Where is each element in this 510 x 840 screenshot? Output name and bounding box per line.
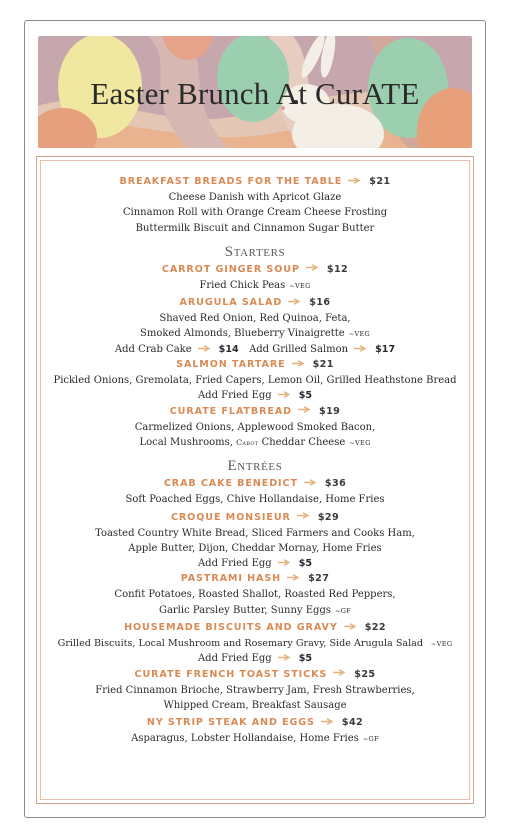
arrow-icon [306,264,321,271]
menu-item-heading [40,404,470,420]
arrow-icon [292,360,307,367]
item-addons [40,651,470,666]
item-description: Cheese Danish with Apricot Glaze [168,192,342,203]
item-price: $12 [326,263,349,275]
item-addons [40,556,470,571]
item-description: Cinnamon Roll with Orange Cream Cheese Frosting [122,207,388,219]
item-name: SALMON TARTARE [176,359,286,371]
item-name: CARROT GINGER SOUP [161,263,300,275]
menu-item-heading [40,667,470,683]
item-description: Confit Potatoes, Roasted Shallot, Roasted Red Peppers, [114,589,396,601]
addon-label: Add Grilled Salmon [249,343,349,355]
item-price: $19 [319,405,341,417]
item-description: Toasted Country White Bread, Sliced Farmers and Cooks Ham, [95,527,415,539]
arrow-icon [354,345,369,352]
item-description: Grilled Biscuits, Local Mushroom and Rosemary Gravy, Side Arugula Salad ~VEG [57,638,453,650]
item-description: Carmelized Onions, Applewood Smoked Bacon, [134,421,376,433]
arrow-icon [304,479,319,486]
arrow-icon [288,298,303,305]
item-description: Smoked Almonds, Blueberry Vinaigrette ~VEG [140,328,370,340]
menu-title: Easter Brunch At CurATE [90,76,420,111]
item-price: $16 [309,297,331,309]
addon-price: $5 [298,558,313,570]
arrow-icon [198,345,213,352]
section-heading-entrees: Entrées [227,458,283,475]
arrow-icon [278,559,293,566]
arrow-icon [333,669,348,676]
item-price: $21 [312,359,334,371]
item-description: Shaved Red Onion, Red Quinoa, Feta, [159,313,351,325]
item-description: Soft Poached Eggs, Chive Hollandaise, Home Fries [125,494,385,506]
addon-label: Add Crab Cake [114,343,192,355]
item-price: $25 [354,668,376,680]
item-name: BREAKFAST BREADS FOR THE TABLE [119,176,343,187]
menu-item-heading [40,295,470,311]
arrow-icon [321,718,336,725]
veg-tag: ~VEG [348,330,370,339]
menu-item-heading [40,174,470,190]
item-description: Fried Cinnamon Brioche, Strawberry Jam, Fresh Strawberries, [95,684,415,696]
item-name: PASTRAMI HASH [180,573,282,585]
item-name: CURATE FRENCH TOAST STICKS [134,668,328,680]
item-description: Local Mushrooms, Cabot Cheddar Cheese ~VEG [139,436,371,448]
item-addons [40,388,470,403]
item-description: Asparagus, Lobster Hollandaise, Home Fries ~GF [131,733,379,745]
menu-item-heading [40,715,470,731]
arrow-icon [278,654,293,661]
menu-item-heading [40,357,470,373]
arrow-icon [297,512,312,519]
item-name: ARUGULA SALAD [179,297,283,309]
addon-price: $17 [375,343,396,355]
item-description: Apple Butter, Dijon, Cheddar Mornay, Home Fries [128,542,382,554]
arrow-icon [344,623,359,630]
header-banner [38,36,472,148]
menu-item-heading [40,510,470,526]
addon-label: Add Fried Egg [197,558,272,570]
item-description: Fried Chick Peas ~VEG [199,279,311,291]
section-heading-starters: Starters [224,243,286,260]
item-name: NY STRIP STEAK AND EGGS [146,717,315,729]
addon-label: Add Fried Egg [197,390,272,402]
arrow-icon [287,574,302,581]
addon-price: $5 [298,653,313,665]
item-price: $21 [369,176,391,187]
item-price: $22 [364,622,386,634]
menu-item-heading [40,571,470,587]
item-addons [40,342,470,357]
addon-price: $14 [218,343,239,355]
item-name: CROQUE MONSIEUR [170,511,291,523]
item-name: HOUSEMADE BISCUITS AND GRAVY [124,622,338,634]
arrow-icon [278,391,293,398]
item-name: CRAB CAKE BENEDICT [163,478,298,490]
menu-item-heading [40,476,470,492]
item-price: $27 [308,573,330,585]
item-description: Pickled Onions, Gremolata, Fried Capers, Lemon Oil, Grilled Heathstone Bread [53,375,457,387]
item-price: $36 [324,478,347,490]
item-description: Garlic Parsley Butter, Sunny Eggs ~GF [158,604,352,616]
veg-tag: ~VEG [349,438,371,447]
veg-tag: ~VEG [431,640,453,649]
menu-item-heading [40,620,470,636]
veg-tag: ~VEG [289,281,311,290]
arrow-icon [348,177,363,184]
gf-tag: ~GF [362,735,379,744]
addon-label: Add Fried Egg [197,653,272,665]
item-price: $42 [341,717,364,729]
item-description: Whipped Cream, Breakfast Sausage [163,699,347,711]
menu-item-heading [40,262,470,278]
item-description: Buttermilk Biscuit and Cinnamon Sugar Butter [135,222,375,234]
gf-tag: ~GF [334,606,352,615]
item-name: CURATE FLATBREAD [169,405,293,417]
arrow-icon [298,406,313,413]
menu-content [40,174,470,747]
addon-price: $5 [298,390,313,402]
item-price: $29 [317,511,340,523]
